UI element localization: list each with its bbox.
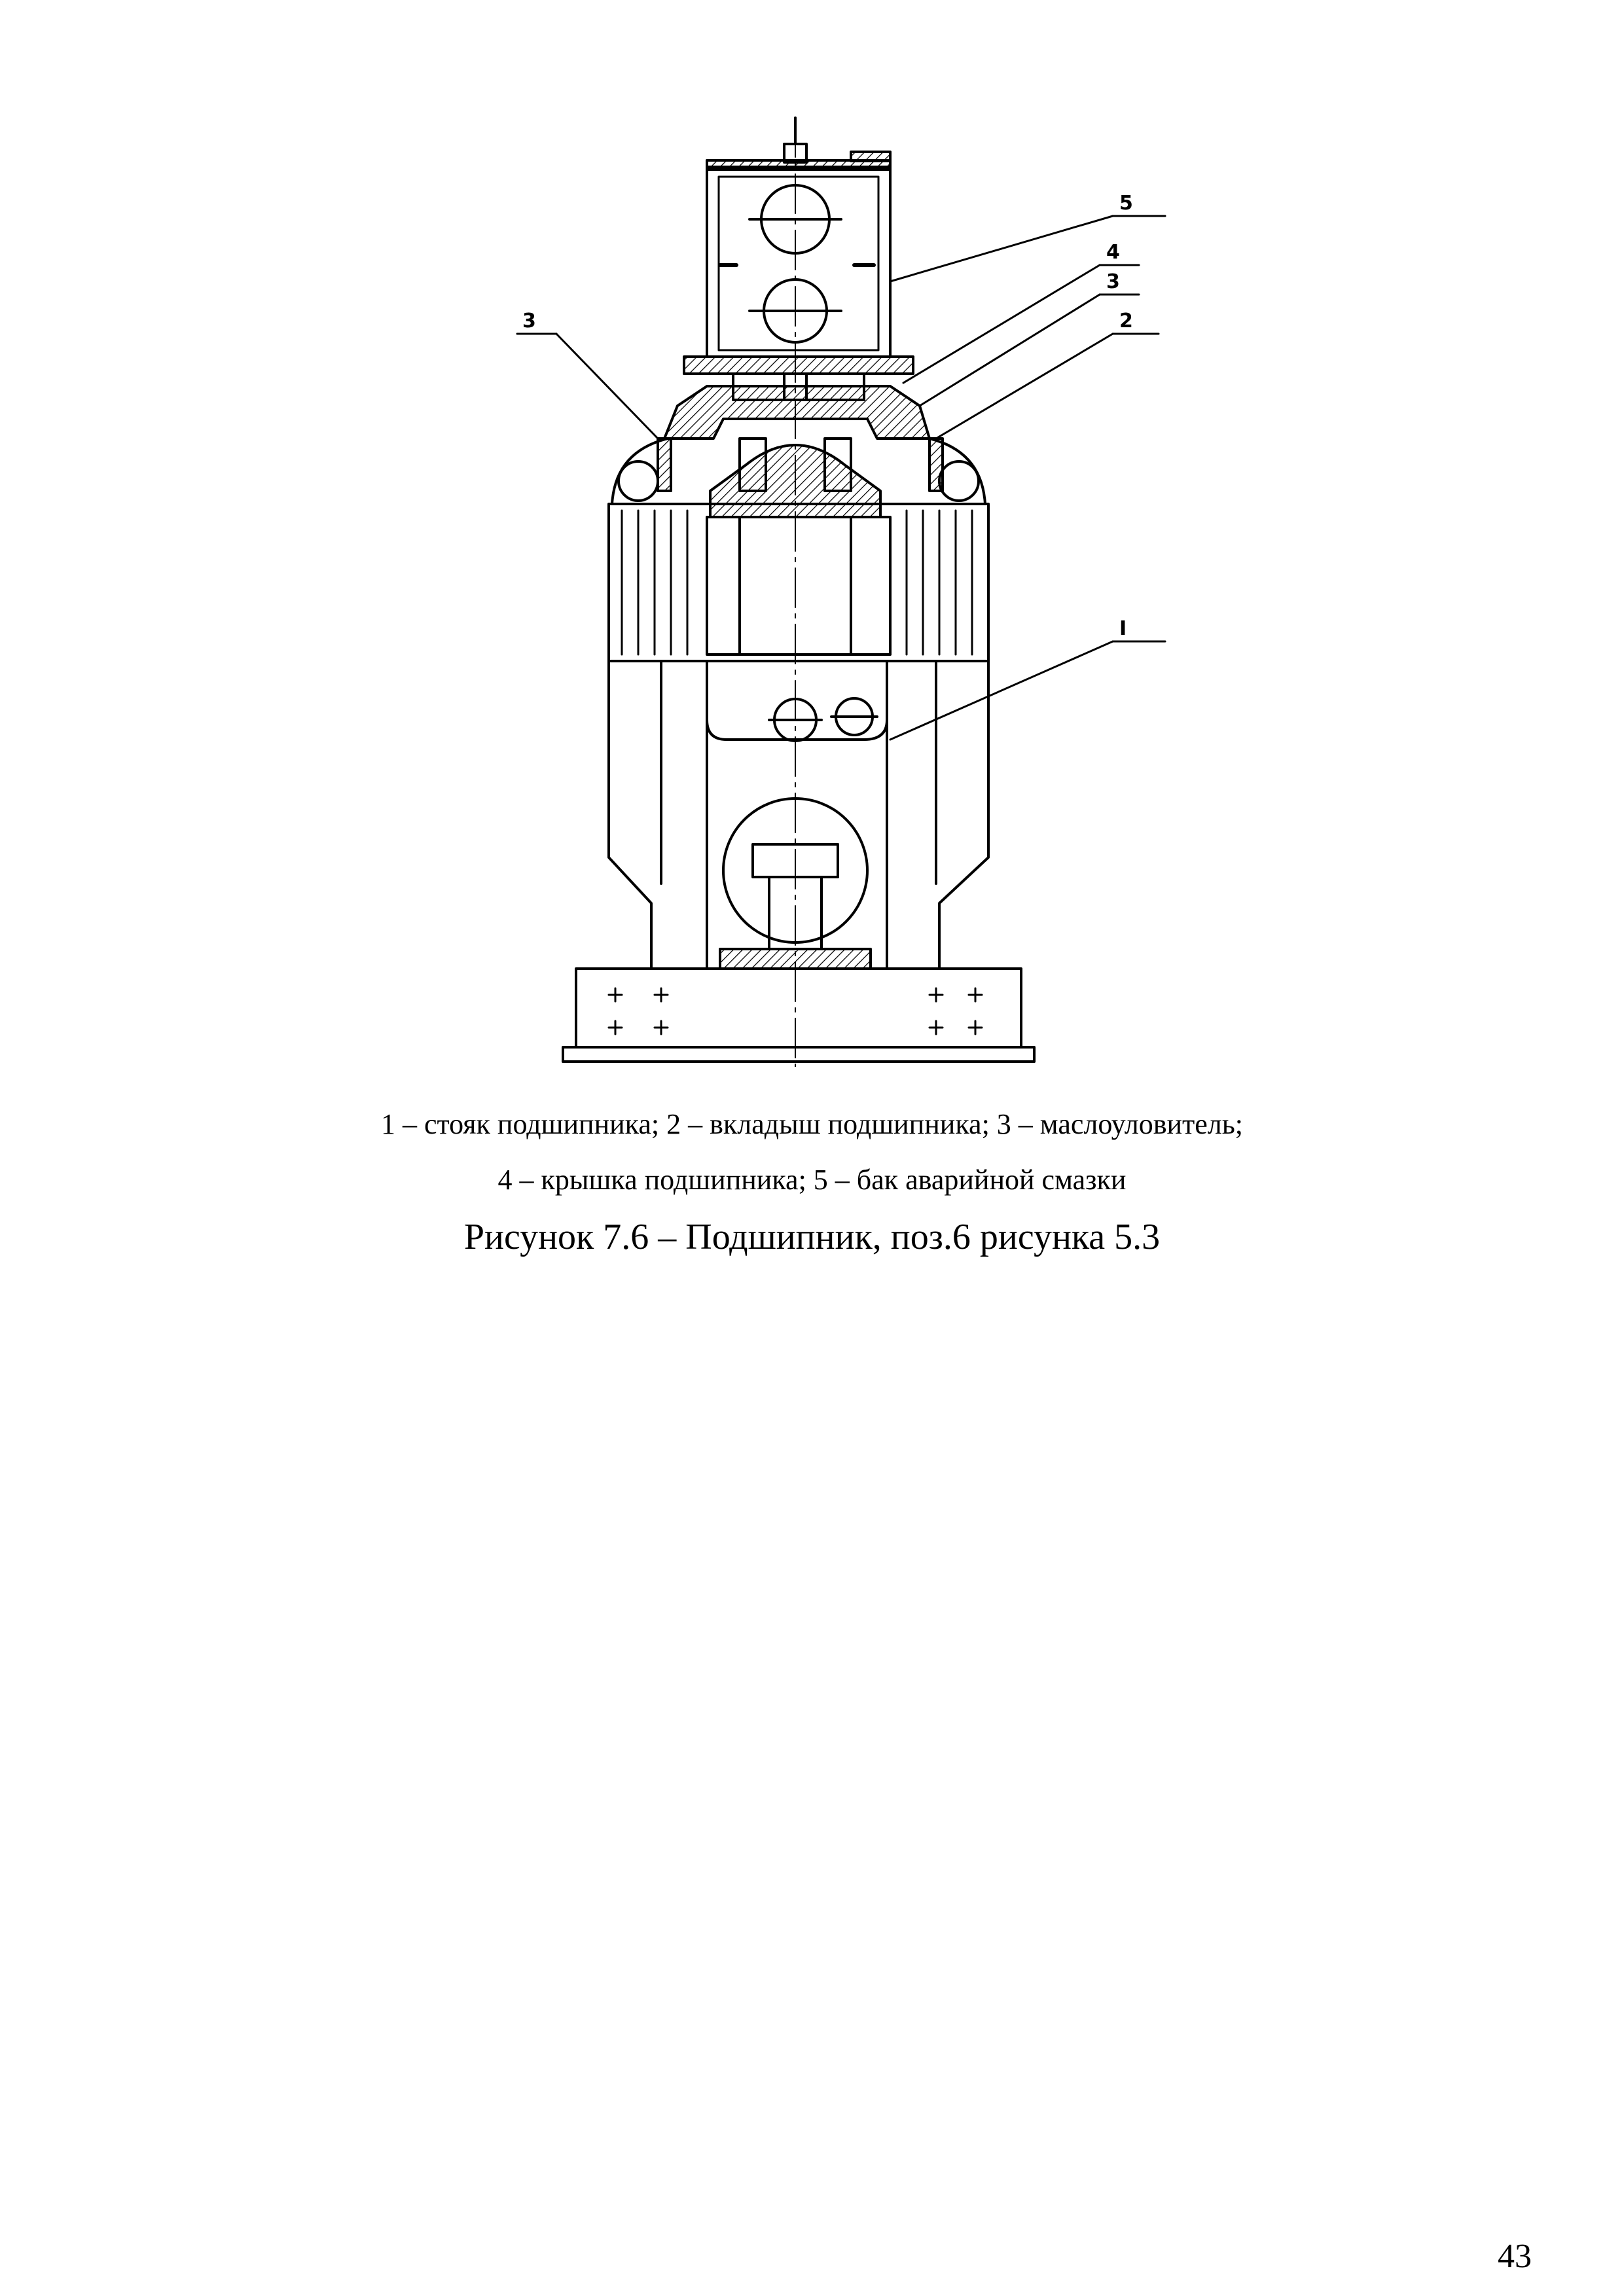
page-number: 43 [1498, 2238, 1532, 2275]
callout-2: 2 [1119, 310, 1133, 332]
callout-1: I [1119, 617, 1127, 640]
figure-legend-line-2: 4 – крышка подшипника; 5 – бак аварийной смазки [497, 1164, 1127, 1196]
bearing-liner [710, 445, 880, 517]
callout-5: 5 [1119, 192, 1133, 215]
pedestal-base [576, 969, 1021, 1047]
callout-4: 4 [1106, 241, 1120, 264]
figure-legend-line-1: 1 – стояк подшипника; 2 – вкладыш подшипника; 3 – маслоуловитель; [380, 1108, 1244, 1140]
figure-caption: Рисунок 7.6 – Подшипник, поз.6 рисунка 5.3 [463, 1217, 1161, 1257]
callout-3-right: 3 [1106, 270, 1120, 293]
bearing-drawing [511, 98, 1178, 1067]
emergency-oil-tank [707, 167, 890, 357]
bearing-pedestal [609, 661, 988, 969]
bearing-drawing-svg [511, 98, 1178, 1067]
bearing-cover [664, 386, 929, 439]
callout-3-left: 3 [522, 310, 536, 332]
